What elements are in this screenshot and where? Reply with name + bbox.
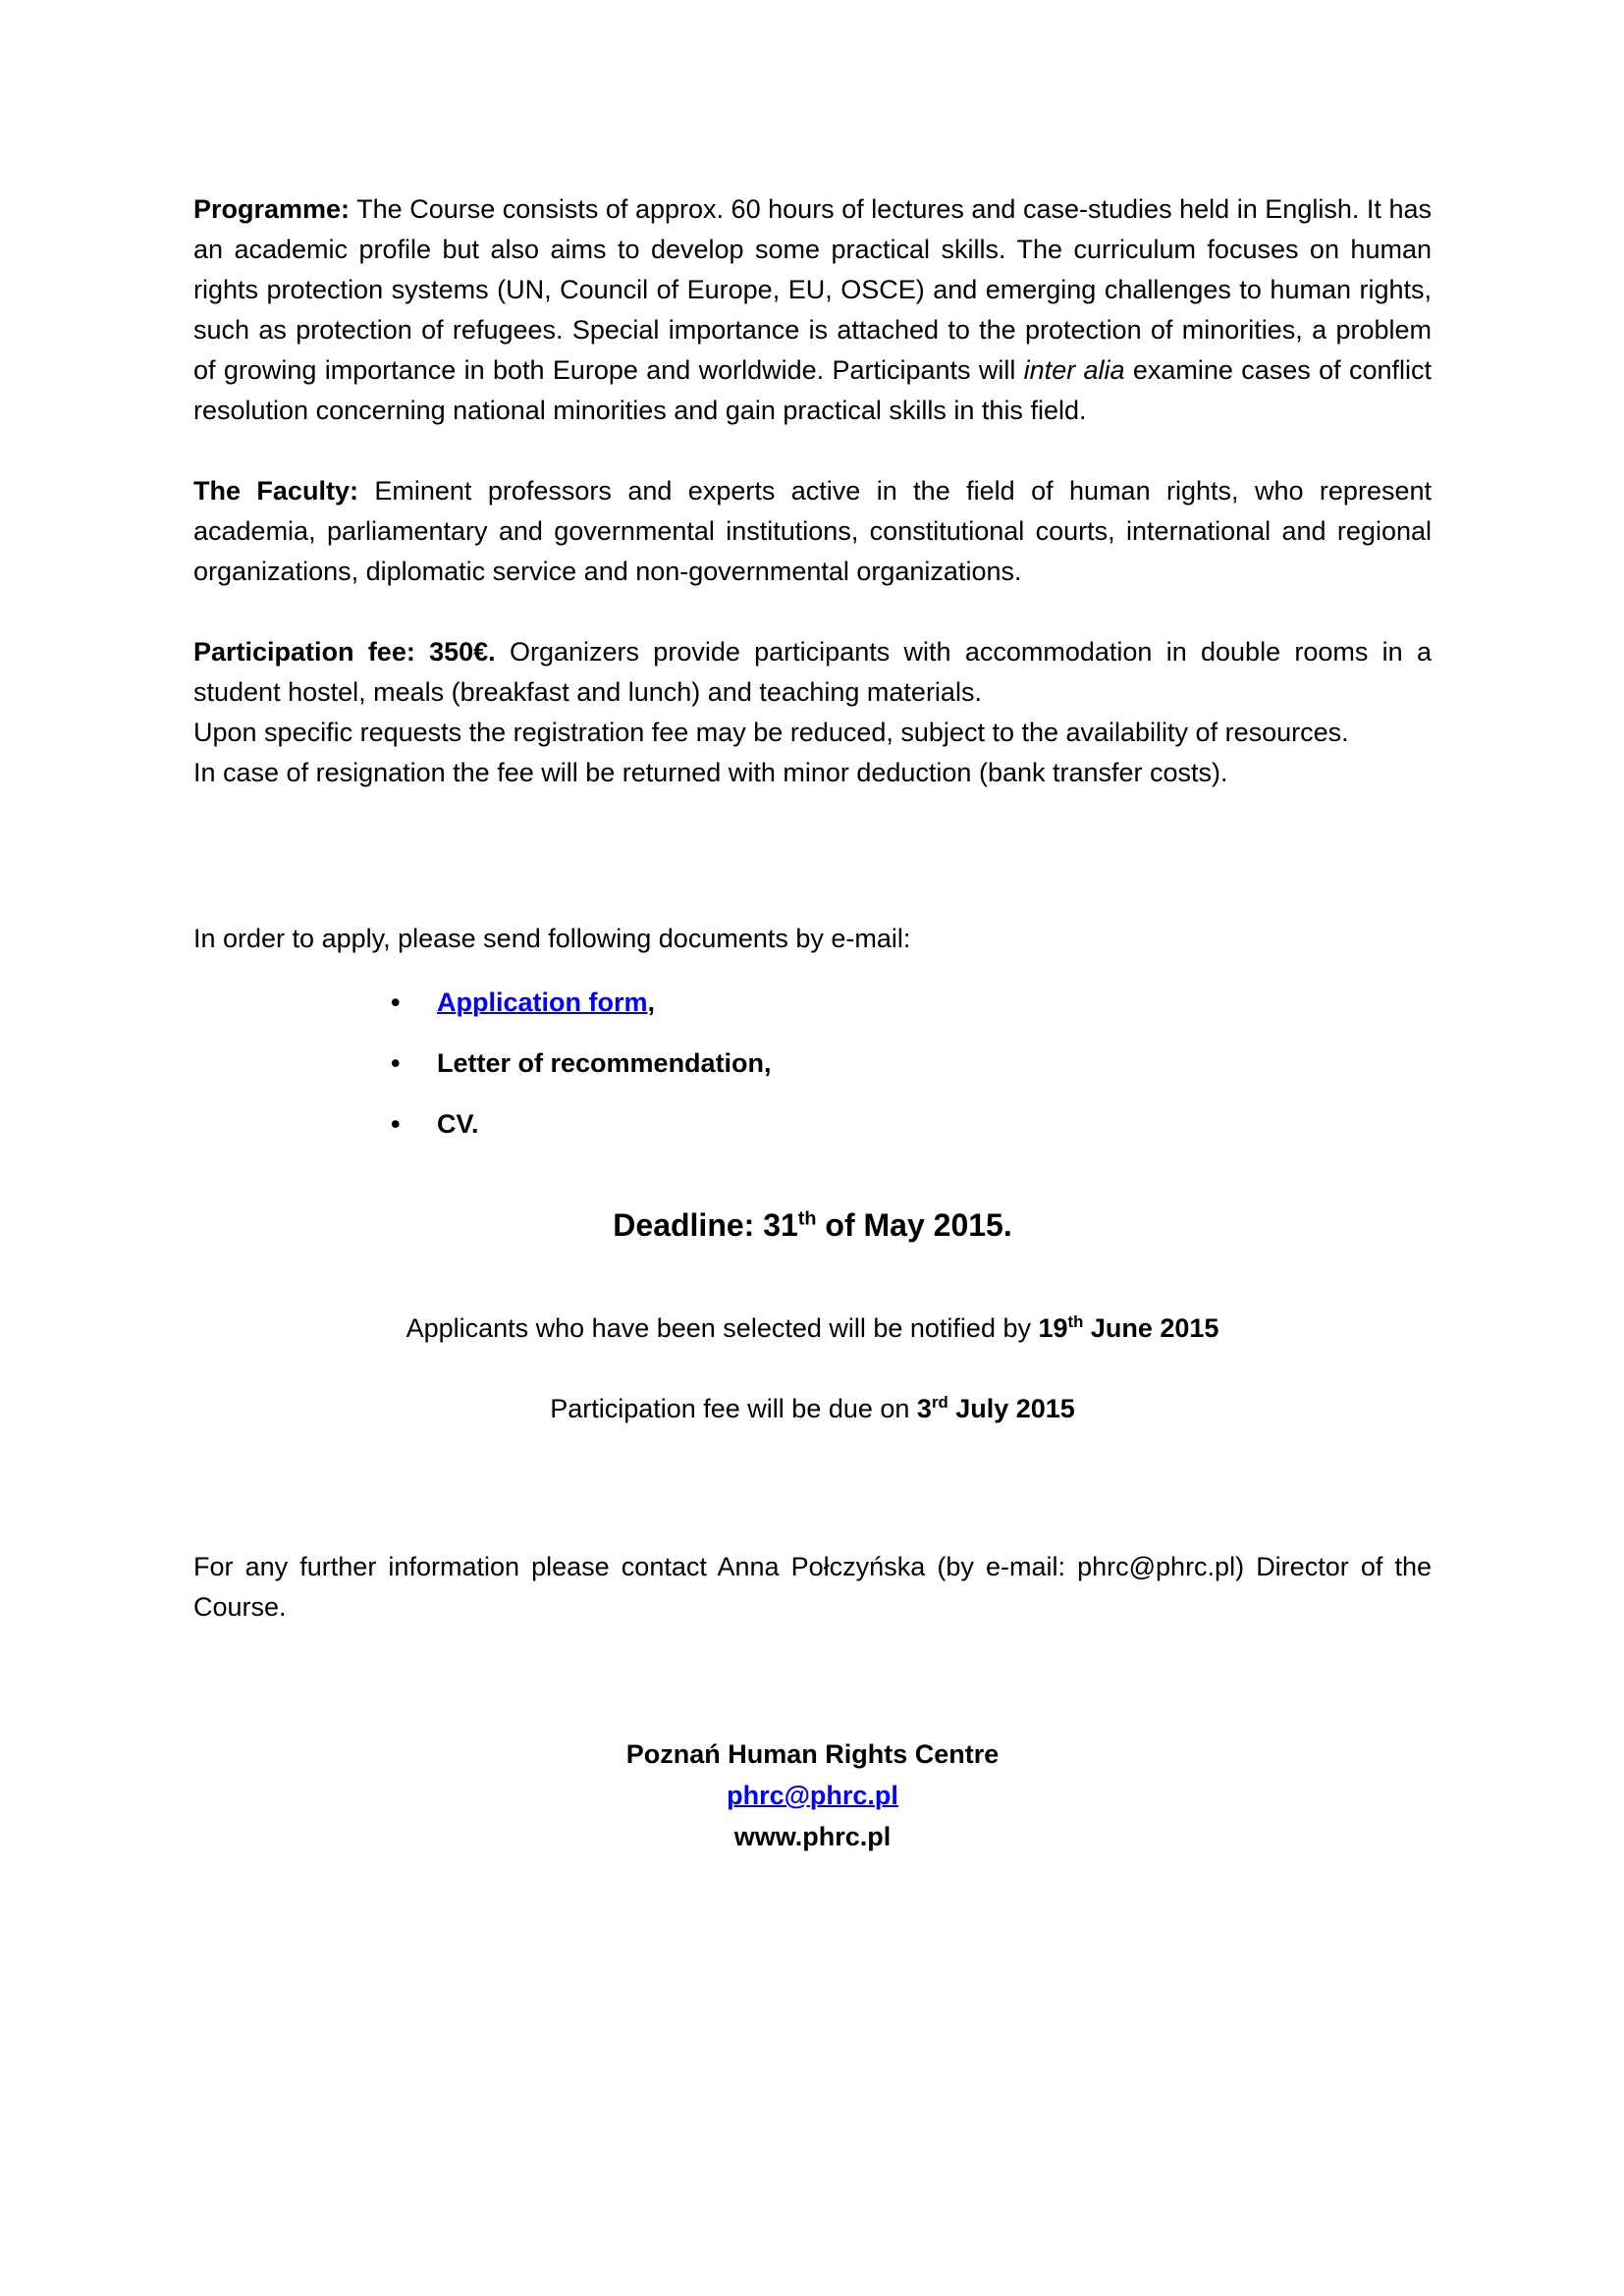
footer-email-line — [193, 1775, 1432, 1816]
faculty-paragraph — [193, 471, 1432, 592]
organization-website: www.phrc.pl — [733, 1822, 892, 1851]
programme-text-end: examine cases of conflict resolution concerning national minorities and gain practical skills in this field. — [193, 355, 1432, 425]
contact-paragraph: For any further information please contact Anna Połczyńska (by e-mail: phrc@phrc.pl) Director of the Course. — [193, 1552, 1432, 1622]
fee-due-ordinal-suffix: rd — [931, 1393, 948, 1412]
notification-ordinal-suffix: th — [1067, 1312, 1084, 1331]
faculty-label: The Faculty: — [193, 476, 358, 506]
fee-due-date-month: July 2015 — [947, 1394, 1075, 1423]
notification-date-month: June 2015 — [1083, 1313, 1219, 1343]
programme-italic-phrase: inter alia — [1023, 355, 1125, 385]
phrc-email-link[interactable]: phrc@phrc.pl — [727, 1781, 898, 1810]
notification-date — [1038, 1313, 1218, 1343]
deadline-heading — [193, 1201, 1432, 1250]
organization-name: Poznań Human Rights Centre — [625, 1739, 1000, 1769]
footer — [193, 1734, 1432, 1857]
notification-date-day: 19 — [1038, 1313, 1068, 1343]
documents-list — [193, 983, 1432, 1145]
deadline-ordinal-suffix: th — [797, 1207, 817, 1230]
list-item-recommendation-letter — [391, 1043, 1432, 1084]
fee-due-line — [193, 1389, 1432, 1429]
fee-due-text: Participation fee will be due on — [550, 1394, 917, 1423]
fee-resignation-line: In case of resignation the fee will be returned with minor deduction (bank transfer costs). — [193, 758, 1228, 787]
deadline-text: Deadline: 31 — [613, 1207, 798, 1243]
programme-label: Programme: — [193, 194, 351, 224]
list-item-application-form — [391, 983, 1432, 1023]
fee-label: Participation fee: 350€. — [193, 637, 496, 667]
fee-paragraph — [193, 632, 1432, 713]
fee-text: Organizers provide participants with accommodation in double rooms in a student hostel, meals (breakfast and lunch) and teaching materials. — [193, 637, 1432, 707]
list-item-cv — [391, 1104, 1432, 1145]
fee-reduction-line: Upon specific requests the registration fee may be reduced, subject to the availability of resources. — [193, 718, 1349, 747]
bullet-icon: • — [391, 1109, 401, 1139]
notification-text: Applicants who have been selected will be notified by — [406, 1313, 1039, 1343]
fee-due-date-day: 3 — [916, 1394, 932, 1423]
application-form-comma: , — [647, 988, 656, 1017]
apply-intro: In order to apply, please send following documents by e-mail: — [193, 924, 911, 953]
application-form-link[interactable]: Application form — [437, 988, 648, 1017]
fee-section — [193, 632, 1432, 793]
bullet-icon: • — [391, 1048, 401, 1078]
notification-line — [193, 1308, 1432, 1349]
cv-label: CV. — [437, 1109, 479, 1139]
fee-due-date — [917, 1394, 1075, 1423]
faculty-text: Eminent professors and experts active in the field of human rights, who represent academia, parliamentary and governmental institutions, constitutional courts, international and regional organizations, diplomatic service and non-governmental organizations. — [193, 476, 1432, 586]
deadline-text-end: of May 2015. — [816, 1207, 1012, 1243]
programme-text: The Course consists of approx. 60 hours of lectures and case-studies held in English. It has an academic profile but also aims to develop some practical skills. The curriculum focuses on human rights protection systems (UN, Council of Europe, EU, OSCE) and emerging challenges to human rights, such as protection of refugees. Special importance is attached to the protection of minorities, a problem of growing importance in both Europe and worldwide. Participants will — [193, 194, 1432, 385]
bullet-icon: • — [391, 988, 401, 1017]
programme-paragraph — [193, 189, 1432, 431]
recommendation-letter-label: Letter of recommendation, — [437, 1048, 772, 1078]
